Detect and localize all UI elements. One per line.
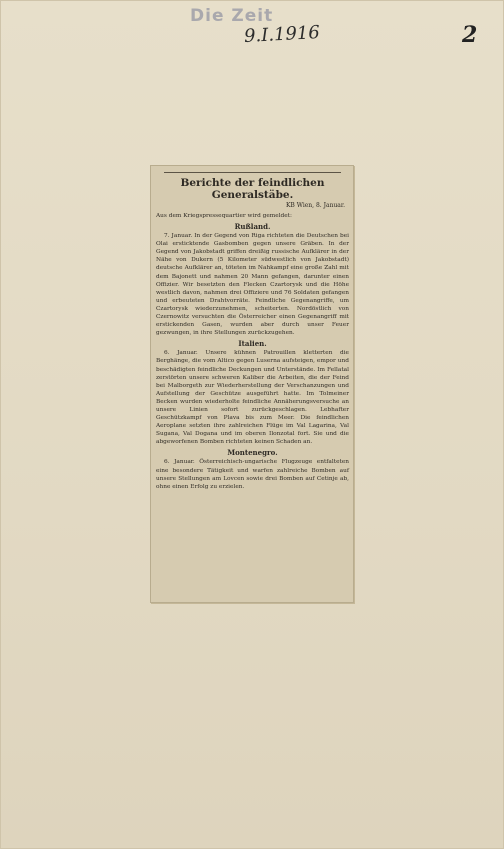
clipping-intro: Aus dem Kriegspressequartier wird gemeldet: bbox=[156, 213, 292, 219]
handwritten-page-number: 2 bbox=[462, 22, 478, 48]
clipping-headline: Berichte der feindlichen Generalstäbe. bbox=[180, 177, 325, 201]
handwritten-date: 9.I.1916 bbox=[243, 22, 321, 47]
section-heading-italien: Italien. bbox=[238, 339, 267, 349]
section-heading-montenegro: Montenegro. bbox=[227, 448, 278, 458]
newspaper-stamp: Die Zeit bbox=[190, 6, 274, 26]
clipping-dateline: KB Wien, 8. Januar. bbox=[285, 202, 345, 209]
newspaper-clipping bbox=[150, 165, 354, 603]
section-text-italien: 6. Januar. Unsere kühnen Patrouillen kletterten die Berghänge, die vom Altico gegen Luserna aufsteigen, empor und beschädigten feindliche Deckungen und Unterstände. Im Fellatal zerstörten unsere schweren Kaliber die Arbeiten, die der Feind bei Malborgeth zur Wiederherstellung der Verschanzungen und Aufstellung der Geschütze ausgeführt hatte. Im Tolmeiner Becken wurden wiederholte feindliche Annäherungsversuche an unsere Linien sofort zurückgeschlagen. Lebhafter Geschützkampf von Plava bis zum Meer. Die feindlichen Aeroplane setzten ihre zahlreichen Flüge im Val Lagarina, Val Sugana, Val Dogana und im oberen Ilonzotal fort. Sie und die abgeworfenen Bomben richteten keinen Schaden an. bbox=[156, 350, 349, 446]
section-text-montenegro: 6. Januar. Österreichisch-ungarische Flugzeuge entfalteten eine besondere Tätigkeit und warfen zahlreiche Bomben auf unsere Stellungen am Lovcen sowie drei Bomben auf Cetinje ab, ohne einen Erfolg zu erzielen. bbox=[156, 459, 349, 490]
section-text-russland: 7. Januar. In der Gegend von Riga richteten die Deutschen bei Olai ersticktende Gasbomben gegen unsere Gräben. In der Gegend von Jakobstadt griffen dreißig russische Aufklärer in der Nähe von Dukern (5 Kilometer südwestlich von Jakobstadt) deutsche Aufklärer an, töteten im Nahkampf eine große Zahl mit dem Bajonett und nahmen 20 Mann gefangen, darunter einen Offizier. Wir besetzten den Flecken Czartorysk und die Höhe westlich davon, nahmen drei Offiziere und 76 Soldaten gefangen und erbeuteten Drahtvorräte. Feindliche Gegenangriffe, um Czartorysk wiederzunehmen, scheiterten. Nordöstlich von Czernowitz versuchten die Österreicher einen Gegenangriff mit erstickenden Gasen, wurden aber durch unser Feuer gezwungen, in ihre Stellungen zurückzugehen. bbox=[156, 233, 349, 337]
section-heading-russland: Rußland. bbox=[234, 222, 271, 232]
headline-rule bbox=[164, 172, 341, 173]
